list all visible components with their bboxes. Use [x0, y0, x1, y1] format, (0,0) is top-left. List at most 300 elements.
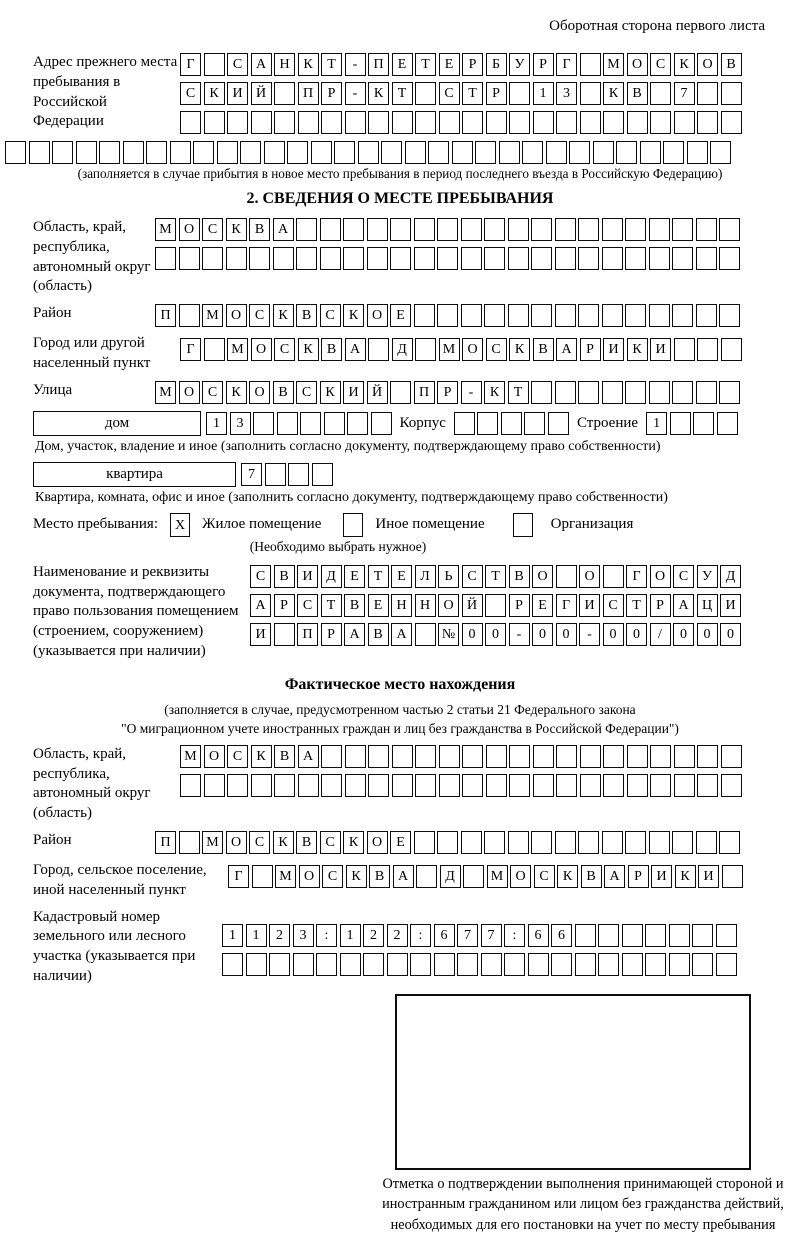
char-cell[interactable] [546, 141, 567, 164]
char-cell[interactable] [508, 304, 529, 327]
char-cell[interactable] [484, 831, 505, 854]
char-cell[interactable]: 3 [230, 412, 251, 435]
char-cell[interactable]: О [226, 304, 247, 327]
char-cell[interactable]: - [345, 53, 366, 76]
char-cell[interactable] [555, 218, 576, 241]
char-cell[interactable] [437, 247, 458, 270]
char-cell[interactable] [368, 111, 389, 134]
char-cell[interactable]: Н [415, 594, 436, 617]
char-cell[interactable] [697, 111, 718, 134]
char-cell[interactable] [645, 924, 666, 947]
char-cell[interactable] [390, 218, 411, 241]
char-cell[interactable]: В [368, 623, 389, 646]
char-cell[interactable]: И [651, 865, 672, 888]
char-cell[interactable] [580, 745, 601, 768]
char-cell[interactable]: М [155, 381, 176, 404]
char-cell[interactable]: П [298, 82, 319, 105]
char-cell[interactable] [504, 953, 525, 976]
char-cell[interactable] [298, 111, 319, 134]
char-cell[interactable]: О [697, 53, 718, 76]
char-cell[interactable]: Й [251, 82, 272, 105]
char-cell[interactable] [334, 141, 355, 164]
char-cell[interactable] [300, 412, 321, 435]
char-cell[interactable] [499, 141, 520, 164]
char-cell[interactable] [640, 141, 661, 164]
char-cell[interactable] [484, 247, 505, 270]
char-cell[interactable] [477, 412, 498, 435]
char-cell[interactable]: С [274, 338, 295, 361]
char-cell[interactable] [368, 745, 389, 768]
char-cell[interactable]: Г [228, 865, 249, 888]
char-cell[interactable]: О [251, 338, 272, 361]
document-row-2[interactable] [250, 594, 741, 617]
char-cell[interactable] [343, 247, 364, 270]
document-row-3[interactable] [250, 623, 741, 646]
char-cell[interactable] [367, 247, 388, 270]
char-cell[interactable] [669, 924, 690, 947]
char-cell[interactable] [603, 565, 624, 588]
char-cell[interactable] [390, 381, 411, 404]
char-cell[interactable]: И [343, 381, 364, 404]
char-cell[interactable]: К [674, 53, 695, 76]
char-cell[interactable] [509, 111, 530, 134]
checkbox-residential[interactable]: X [170, 513, 190, 537]
char-cell[interactable]: П [297, 623, 318, 646]
char-cell[interactable]: К [226, 381, 247, 404]
char-cell[interactable] [556, 774, 577, 797]
char-cell[interactable] [669, 953, 690, 976]
char-cell[interactable]: Е [392, 53, 413, 76]
char-cell[interactable] [392, 111, 413, 134]
char-cell[interactable] [598, 953, 619, 976]
char-cell[interactable] [345, 774, 366, 797]
char-cell[interactable]: 0 [720, 623, 741, 646]
char-cell[interactable] [674, 745, 695, 768]
char-cell[interactable] [277, 412, 298, 435]
char-cell[interactable] [251, 111, 272, 134]
factual-region-row-2[interactable] [180, 774, 742, 797]
char-cell[interactable]: А [250, 594, 271, 617]
char-cell[interactable]: Р [650, 594, 671, 617]
char-cell[interactable]: С [603, 594, 624, 617]
char-cell[interactable] [437, 304, 458, 327]
char-cell[interactable] [508, 247, 529, 270]
char-cell[interactable] [170, 141, 191, 164]
char-cell[interactable] [222, 953, 243, 976]
char-cell[interactable] [696, 218, 717, 241]
char-cell[interactable]: С [486, 338, 507, 361]
char-cell[interactable] [696, 381, 717, 404]
char-cell[interactable]: 7 [481, 924, 502, 947]
region-row-2[interactable] [155, 247, 740, 270]
char-cell[interactable]: 2 [363, 924, 384, 947]
char-cell[interactable]: О [532, 565, 553, 588]
char-cell[interactable] [649, 218, 670, 241]
char-cell[interactable]: М [275, 865, 296, 888]
char-cell[interactable] [274, 774, 295, 797]
char-cell[interactable] [721, 745, 742, 768]
char-cell[interactable]: А [298, 745, 319, 768]
char-cell[interactable]: И [250, 623, 271, 646]
char-cell[interactable]: И [650, 338, 671, 361]
char-cell[interactable] [509, 82, 530, 105]
char-cell[interactable]: О [226, 831, 247, 854]
char-cell[interactable] [29, 141, 50, 164]
char-cell[interactable] [481, 953, 502, 976]
char-cell[interactable]: К [273, 304, 294, 327]
char-cell[interactable] [296, 247, 317, 270]
char-cell[interactable]: В [509, 565, 530, 588]
char-cell[interactable]: Е [390, 831, 411, 854]
char-cell[interactable]: Р [580, 338, 601, 361]
char-cell[interactable] [672, 831, 693, 854]
char-cell[interactable] [265, 463, 286, 486]
char-cell[interactable] [414, 304, 435, 327]
char-cell[interactable] [551, 953, 572, 976]
char-cell[interactable]: С [320, 831, 341, 854]
char-cell[interactable] [251, 774, 272, 797]
char-cell[interactable]: Д [321, 565, 342, 588]
char-cell[interactable]: В [274, 745, 295, 768]
korpus-row[interactable] [454, 412, 569, 435]
char-cell[interactable] [486, 111, 507, 134]
char-cell[interactable]: Р [321, 82, 342, 105]
char-cell[interactable]: : [410, 924, 431, 947]
char-cell[interactable] [602, 381, 623, 404]
char-cell[interactable] [462, 111, 483, 134]
char-cell[interactable]: Р [486, 82, 507, 105]
char-cell[interactable] [485, 594, 506, 617]
char-cell[interactable]: / [650, 623, 671, 646]
char-cell[interactable]: Т [392, 82, 413, 105]
char-cell[interactable]: В [274, 565, 295, 588]
char-cell[interactable]: Р [274, 594, 295, 617]
char-cell[interactable] [202, 247, 223, 270]
char-cell[interactable] [381, 141, 402, 164]
char-cell[interactable]: С [202, 381, 223, 404]
char-cell[interactable] [625, 381, 646, 404]
char-cell[interactable]: 3 [293, 924, 314, 947]
char-cell[interactable]: М [180, 745, 201, 768]
char-cell[interactable] [457, 953, 478, 976]
char-cell[interactable]: О [204, 745, 225, 768]
char-cell[interactable]: К [484, 381, 505, 404]
checkbox-organization[interactable] [513, 513, 533, 537]
city-row[interactable] [180, 338, 742, 361]
char-cell[interactable] [569, 141, 590, 164]
char-cell[interactable]: С [227, 745, 248, 768]
char-cell[interactable] [462, 745, 483, 768]
char-cell[interactable] [434, 953, 455, 976]
char-cell[interactable]: Т [415, 53, 436, 76]
char-cell[interactable]: : [504, 924, 525, 947]
char-cell[interactable] [368, 338, 389, 361]
char-cell[interactable] [320, 218, 341, 241]
char-cell[interactable]: Ц [697, 594, 718, 617]
char-cell[interactable]: К [226, 218, 247, 241]
char-cell[interactable] [602, 304, 623, 327]
char-cell[interactable] [575, 924, 596, 947]
factual-city-row[interactable] [228, 865, 743, 888]
char-cell[interactable]: № [438, 623, 459, 646]
char-cell[interactable]: О [462, 338, 483, 361]
char-cell[interactable] [696, 831, 717, 854]
char-cell[interactable] [663, 141, 684, 164]
char-cell[interactable] [670, 412, 691, 435]
char-cell[interactable] [52, 141, 73, 164]
char-cell[interactable] [578, 304, 599, 327]
char-cell[interactable] [603, 745, 624, 768]
char-cell[interactable]: А [673, 594, 694, 617]
char-cell[interactable]: В [249, 218, 270, 241]
char-cell[interactable]: Л [415, 565, 436, 588]
char-cell[interactable]: Д [392, 338, 413, 361]
char-cell[interactable]: Ь [438, 565, 459, 588]
char-cell[interactable]: Б [486, 53, 507, 76]
char-cell[interactable]: Д [720, 565, 741, 588]
char-cell[interactable]: 6 [434, 924, 455, 947]
char-cell[interactable]: - [579, 623, 600, 646]
char-cell[interactable]: Н [274, 53, 295, 76]
char-cell[interactable] [269, 953, 290, 976]
char-cell[interactable] [226, 247, 247, 270]
char-cell[interactable]: 0 [673, 623, 694, 646]
char-cell[interactable] [674, 111, 695, 134]
char-cell[interactable] [649, 247, 670, 270]
char-cell[interactable]: Т [462, 82, 483, 105]
checkbox-other-premises[interactable] [343, 513, 363, 537]
char-cell[interactable] [719, 304, 740, 327]
char-cell[interactable] [371, 412, 392, 435]
char-cell[interactable]: 1 [246, 924, 267, 947]
char-cell[interactable] [390, 247, 411, 270]
char-cell[interactable] [501, 412, 522, 435]
char-cell[interactable]: 0 [603, 623, 624, 646]
char-cell[interactable]: М [202, 304, 223, 327]
char-cell[interactable] [392, 745, 413, 768]
char-cell[interactable]: П [368, 53, 389, 76]
char-cell[interactable] [602, 218, 623, 241]
char-cell[interactable]: У [509, 53, 530, 76]
char-cell[interactable]: О [650, 565, 671, 588]
char-cell[interactable] [622, 953, 643, 976]
char-cell[interactable] [616, 141, 637, 164]
char-cell[interactable]: Т [626, 594, 647, 617]
char-cell[interactable]: К [298, 338, 319, 361]
char-cell[interactable]: И [720, 594, 741, 617]
char-cell[interactable]: В [321, 338, 342, 361]
char-cell[interactable] [193, 141, 214, 164]
char-cell[interactable]: С [320, 304, 341, 327]
char-cell[interactable] [439, 745, 460, 768]
char-cell[interactable]: Е [391, 565, 412, 588]
char-cell[interactable] [410, 953, 431, 976]
char-cell[interactable] [722, 865, 743, 888]
char-cell[interactable]: С [180, 82, 201, 105]
char-cell[interactable] [475, 141, 496, 164]
char-cell[interactable]: Т [321, 53, 342, 76]
char-cell[interactable] [454, 412, 475, 435]
char-cell[interactable]: 0 [697, 623, 718, 646]
char-cell[interactable] [645, 953, 666, 976]
char-cell[interactable]: Е [532, 594, 553, 617]
char-cell[interactable]: С [439, 82, 460, 105]
char-cell[interactable]: М [227, 338, 248, 361]
char-cell[interactable]: И [297, 565, 318, 588]
char-cell[interactable] [697, 774, 718, 797]
char-cell[interactable]: 0 [626, 623, 647, 646]
char-cell[interactable]: К [251, 745, 272, 768]
char-cell[interactable]: Р [462, 53, 483, 76]
char-cell[interactable]: 3 [556, 82, 577, 105]
char-cell[interactable] [528, 953, 549, 976]
char-cell[interactable]: В [721, 53, 742, 76]
char-cell[interactable] [274, 111, 295, 134]
char-cell[interactable] [321, 774, 342, 797]
char-cell[interactable] [650, 111, 671, 134]
char-cell[interactable] [204, 111, 225, 134]
char-cell[interactable] [345, 111, 366, 134]
char-cell[interactable] [415, 338, 436, 361]
char-cell[interactable] [625, 831, 646, 854]
char-cell[interactable] [625, 218, 646, 241]
char-cell[interactable] [367, 218, 388, 241]
char-cell[interactable] [697, 745, 718, 768]
char-cell[interactable]: К [557, 865, 578, 888]
char-cell[interactable]: К [204, 82, 225, 105]
char-cell[interactable] [253, 412, 274, 435]
char-cell[interactable] [484, 218, 505, 241]
stroenie-row[interactable] [646, 412, 738, 435]
char-cell[interactable]: Й [367, 381, 388, 404]
char-cell[interactable] [603, 111, 624, 134]
char-cell[interactable]: В [369, 865, 390, 888]
char-cell[interactable] [627, 111, 648, 134]
char-cell[interactable]: А [273, 218, 294, 241]
char-cell[interactable]: А [393, 865, 414, 888]
char-cell[interactable]: В [581, 865, 602, 888]
char-cell[interactable]: К [343, 831, 364, 854]
char-cell[interactable]: Г [180, 53, 201, 76]
char-cell[interactable]: М [155, 218, 176, 241]
char-cell[interactable] [217, 141, 238, 164]
char-cell[interactable]: И [227, 82, 248, 105]
char-cell[interactable]: 0 [462, 623, 483, 646]
char-cell[interactable] [227, 111, 248, 134]
char-cell[interactable] [580, 774, 601, 797]
char-cell[interactable]: С [650, 53, 671, 76]
char-cell[interactable] [717, 412, 738, 435]
char-cell[interactable]: 0 [556, 623, 577, 646]
char-cell[interactable] [179, 304, 200, 327]
char-cell[interactable] [603, 774, 624, 797]
char-cell[interactable] [312, 463, 333, 486]
char-cell[interactable] [580, 53, 601, 76]
char-cell[interactable] [274, 82, 295, 105]
char-cell[interactable] [296, 218, 317, 241]
char-cell[interactable]: Г [556, 53, 577, 76]
char-cell[interactable] [508, 218, 529, 241]
char-cell[interactable] [155, 247, 176, 270]
char-cell[interactable]: О [438, 594, 459, 617]
char-cell[interactable] [578, 247, 599, 270]
char-cell[interactable] [696, 304, 717, 327]
char-cell[interactable] [363, 953, 384, 976]
char-cell[interactable]: К [603, 82, 624, 105]
char-cell[interactable] [649, 831, 670, 854]
char-cell[interactable] [672, 381, 693, 404]
char-cell[interactable] [598, 924, 619, 947]
char-cell[interactable] [580, 111, 601, 134]
char-cell[interactable] [721, 338, 742, 361]
char-cell[interactable]: Е [390, 304, 411, 327]
char-cell[interactable]: И [603, 338, 624, 361]
char-cell[interactable] [311, 141, 332, 164]
char-cell[interactable] [555, 247, 576, 270]
char-cell[interactable] [672, 218, 693, 241]
char-cell[interactable]: 6 [528, 924, 549, 947]
char-cell[interactable]: К [509, 338, 530, 361]
char-cell[interactable]: 2 [269, 924, 290, 947]
char-cell[interactable] [672, 247, 693, 270]
char-cell[interactable] [650, 745, 671, 768]
char-cell[interactable] [687, 141, 708, 164]
char-cell[interactable] [274, 623, 295, 646]
char-cell[interactable] [462, 774, 483, 797]
char-cell[interactable] [578, 218, 599, 241]
char-cell[interactable]: А [345, 338, 366, 361]
char-cell[interactable] [649, 381, 670, 404]
char-cell[interactable] [719, 218, 740, 241]
char-cell[interactable] [509, 774, 530, 797]
char-cell[interactable] [531, 304, 552, 327]
char-cell[interactable] [428, 141, 449, 164]
char-cell[interactable]: 0 [485, 623, 506, 646]
char-cell[interactable] [437, 218, 458, 241]
char-cell[interactable] [345, 745, 366, 768]
char-cell[interactable]: Р [533, 53, 554, 76]
char-cell[interactable]: Н [391, 594, 412, 617]
char-cell[interactable] [533, 774, 554, 797]
char-cell[interactable] [649, 304, 670, 327]
char-cell[interactable]: С [462, 565, 483, 588]
char-cell[interactable] [461, 304, 482, 327]
char-cell[interactable] [531, 218, 552, 241]
char-cell[interactable] [392, 774, 413, 797]
char-cell[interactable] [415, 82, 436, 105]
char-cell[interactable]: А [251, 53, 272, 76]
char-cell[interactable]: С [673, 565, 694, 588]
char-cell[interactable]: К [627, 338, 648, 361]
char-cell[interactable]: Е [439, 53, 460, 76]
char-cell[interactable] [508, 831, 529, 854]
char-cell[interactable] [343, 218, 364, 241]
char-cell[interactable] [719, 247, 740, 270]
char-cell[interactable] [531, 831, 552, 854]
char-cell[interactable]: М [603, 53, 624, 76]
char-cell[interactable] [533, 745, 554, 768]
char-cell[interactable]: В [627, 82, 648, 105]
char-cell[interactable] [484, 304, 505, 327]
char-cell[interactable] [593, 141, 614, 164]
char-cell[interactable] [415, 745, 436, 768]
char-cell[interactable] [524, 412, 545, 435]
char-cell[interactable]: И [579, 594, 600, 617]
char-cell[interactable] [486, 774, 507, 797]
char-cell[interactable] [693, 412, 714, 435]
char-cell[interactable]: Р [628, 865, 649, 888]
char-cell[interactable]: М [202, 831, 223, 854]
